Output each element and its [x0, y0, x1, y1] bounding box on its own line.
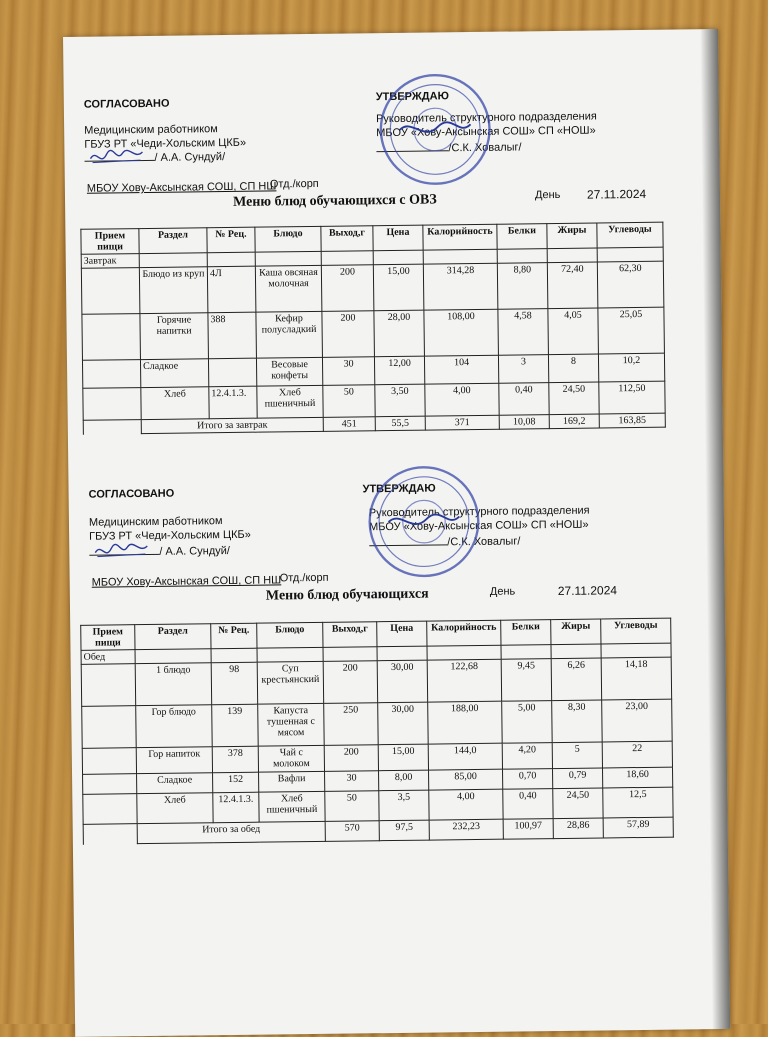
header-cell: Жиры — [551, 619, 601, 645]
menu-table-breakfast — [80, 222, 665, 435]
head-org: МБОУ «Хову-Аксынская СОШ» СП «НОШ» — [376, 124, 596, 140]
paper-sheet — [63, 29, 730, 1037]
medic-signature — [91, 538, 151, 563]
header-cell: № Рец. — [211, 623, 257, 649]
header-cell: Цена — [373, 225, 423, 251]
total-label: Итого за завтрак — [141, 417, 323, 433]
menu-document-lunch — [68, 441, 723, 836]
medic-signature — [86, 144, 146, 169]
header-cell: Раздел — [139, 228, 207, 254]
round-stamp — [364, 462, 483, 581]
agreed-heading: СОГЛАСОВАНО — [83, 97, 170, 111]
medic-org: ГБУЗ РТ «Чеди-Хольским ЦКБ» — [84, 136, 247, 151]
head-org: МБОУ «Хову-Аксынская СОШ» СП «НОШ» — [368, 518, 589, 534]
table-row: Блюдо из круп 4Л Каша овсяная молочная 200 15,00 314,28 8,80 72,40 62,30 — [81, 261, 664, 314]
table-row: Сладкое Весовые конфеты 30 12,00 104 3 8 10,2 — [82, 353, 664, 388]
agreed-heading: СОГЛАСОВАНО — [88, 487, 175, 501]
header-cell: Прием пищи — [81, 625, 135, 651]
dept-label: Отд./корп — [279, 571, 329, 585]
header-cell: Углеводы — [597, 222, 663, 248]
header-cell: Раздел — [135, 624, 211, 650]
table-row: Гор блюдо 139 Капуста тушенная с мясом 250 30,00 188,00 5,00 8,30 23,00 — [82, 699, 672, 748]
medic-org: ГБУЗ РТ «Чеди-Хольским ЦКБ» — [89, 528, 251, 543]
head-sign-name: /С.К. Ховалыг/ — [447, 535, 521, 549]
table-row: 1 блюдо 98 Суп крестьянский 200 30,00 122,68 9,45 6,26 14,18 — [81, 657, 671, 706]
header-cell: Прием пищи — [81, 229, 139, 255]
table-row: Горячие напитки 388 Кефир полусладкий 200 28,00 108,00 4,58 4,05 25,05 — [82, 307, 665, 360]
approve-heading: УТВЕРЖДАЮ — [375, 90, 449, 104]
table-row: Сладкое 152 Вафли 30 8,00 85,00 0,70 0,79 18,60 — [83, 767, 673, 794]
table-row: Хлеб 12.4.1.3. Хлеб пшеничный 50 3,50 4,00 0,40 24,50 112,50 — [83, 381, 665, 420]
school-name: МБОУ Хову-Аксынская СОШ, СП НШ — [91, 574, 282, 589]
meal-name: Завтрак — [81, 254, 139, 269]
menu-title: Меню блюд обучающихся — [265, 586, 429, 604]
school-name: МБОУ Хову-Аксынская СОШ, СП НШ — [86, 180, 277, 195]
header-cell: Блюдо — [255, 226, 321, 252]
head-role: Руководитель структурного подразделения — [375, 110, 597, 126]
total-label: Итого за обед — [137, 821, 325, 843]
total-row: Итого за завтрак 451 55,5 371 10,08 169,2 163,85 — [83, 413, 665, 434]
menu-table-lunch — [80, 618, 674, 845]
menu-document-ovz — [63, 29, 718, 432]
header-cell: Цена — [377, 621, 427, 647]
menu-title: Меню блюд обучающихся с ОВЗ — [232, 192, 437, 210]
menu-date: 27.11.2024 — [586, 186, 647, 202]
total-row: Итого за обед 570 97,5 232,23 100,97 28,86 57,89 — [83, 817, 673, 844]
approve-heading: УТВЕРЖДАЮ — [362, 482, 436, 496]
table-row: Хлеб 12.4.1.3. Хлеб пшеничный 50 3,5 4,00 0,40 24,50 12,5 — [83, 787, 673, 824]
head-role: Руководитель структурного подразделения — [368, 504, 590, 520]
medic-role: Медицинским работником — [84, 123, 218, 137]
header-cell: № Рец. — [207, 227, 255, 253]
medic-sign-name: / А.А. Сундуй/ — [154, 151, 226, 164]
round-stamp — [375, 70, 494, 189]
header-cell: Белки — [497, 224, 547, 250]
header-cell: Жиры — [547, 223, 597, 249]
medic-role: Медицинским работником — [88, 515, 223, 529]
header-cell: Выход,г — [323, 622, 377, 648]
header-cell: Выход,г — [321, 226, 373, 252]
header-cell: Белки — [501, 620, 551, 646]
day-label: День — [534, 188, 561, 202]
meal-name: Обед — [81, 650, 135, 665]
header-cell: Блюдо — [257, 622, 323, 648]
day-label: День — [489, 585, 516, 598]
head-sign-name: /С.К. Ховалыг/ — [448, 141, 522, 155]
medic-sign-name: / А.А. Сундуй/ — [159, 545, 230, 558]
menu-date: 27.11.2024 — [557, 583, 618, 598]
dept-label: Отд./корп — [269, 177, 319, 191]
header-cell: Калорийность — [423, 224, 497, 250]
table-row: Гор напиток 378 Чай с молоком 200 15,00 144,0 4,20 5 22 — [82, 741, 672, 774]
header-cell: Калорийность — [427, 620, 501, 646]
header-cell: Углеводы — [601, 618, 671, 644]
